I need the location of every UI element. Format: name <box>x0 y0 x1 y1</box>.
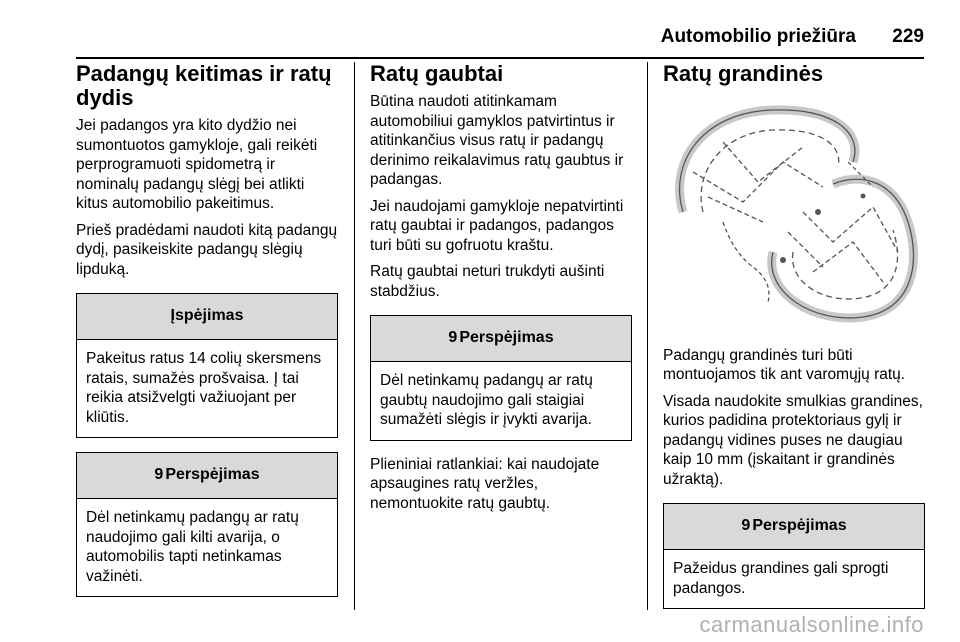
warning-icon: 9 <box>154 466 164 483</box>
heading-tire-change: Padangų keitimas ir ratų dydis <box>76 61 332 110</box>
paragraph: Padangų grandinės turi būti montuojamos tik ant varomųjų ratų. <box>663 346 906 383</box>
column-tire-change <box>76 62 338 611</box>
heading-wheel-covers: Ratų gaubtai <box>370 61 504 86</box>
warning-text: Dėl netinkamų padangų ar ratų naudojimo gali kilti avarija, o automobilis tapti netinkamas važinėti. <box>86 509 299 585</box>
warning-box <box>76 452 338 597</box>
column-snow-chains <box>663 62 925 623</box>
warning-text: Pažeidus grandines gali sprogti padangos. <box>673 560 889 597</box>
watermark-text: carmanualsonline.info <box>699 612 924 637</box>
page-number: 229 <box>892 26 924 47</box>
warning-box <box>370 315 632 441</box>
warning-header <box>77 453 337 499</box>
warning-icon: 9 <box>741 517 751 534</box>
warning-title: Perspėjimas <box>752 517 847 534</box>
paragraph: Būtina naudoti atitinkamam automobiliui gamyklos patvirtintus ir atitinkančius visus ratų ir padangų derinimo reikalavimus ratų gaubtus ir padangas. <box>370 93 624 188</box>
warning-title: Perspėjimas <box>165 466 260 483</box>
caution-box <box>76 293 338 438</box>
column-wheel-covers <box>370 62 632 520</box>
column-divider-1 <box>354 62 355 610</box>
paragraph: Ratų gaubtai neturi trukdyti aušinti stabdžius. <box>370 263 605 300</box>
paragraph: Visada naudokite smulkias grandines, kurios padidina protektoriaus gylį ir padangų vidines puses ne daugiau kaip 10 mm (įskaitant ir grandinės užraktą). <box>663 392 923 488</box>
caution-text: Pakeitus ratus 14 colių skersmens ratais, sumažės prošvaisa. Į tai reikia atsižvelgti važiuojant per kliūtis. <box>86 350 322 426</box>
paragraph: Jei padangos yra kito dydžio nei sumontuotos gamykloje, gali reikėti perprogramuoti spidometrą ir nominalų padangų slėgį bei atlikti kitus automobilio pakeitimus. <box>76 117 318 212</box>
snow-chains-illustration <box>663 92 925 330</box>
paragraph: Prieš pradėdami naudoti kitą padangų dydį, pasikeiskite padangų slėgių lipduką. <box>76 221 338 278</box>
warning-title: Perspėjimas <box>459 329 554 346</box>
page-header <box>0 18 960 58</box>
warning-box <box>663 503 925 609</box>
section-title: Automobilio priežiūra <box>660 26 856 47</box>
paragraph: Plieniniai ratlankiai: kai naudojate apsaugines ratų veržles, nemontuokite ratų gaubtų. <box>370 455 600 512</box>
column-divider-2 <box>647 62 648 610</box>
warning-header <box>371 316 631 362</box>
header-rule <box>76 57 924 59</box>
warning-text: Dėl netinkamų padangų ar ratų gaubtų naudojimo gali staigiai sumažėti slėgis ir įvykti avarija. <box>380 372 593 428</box>
warning-icon: 9 <box>448 329 458 346</box>
warning-header <box>664 504 924 550</box>
caution-title: Įspėjimas <box>77 294 337 340</box>
paragraph: Jei naudojami gamykloje nepatvirtinti ratų gaubtai ir padangos, padangos turi būti su gofruotu kraštu. <box>370 197 624 254</box>
heading-snow-chains: Ratų grandinės <box>663 61 824 86</box>
